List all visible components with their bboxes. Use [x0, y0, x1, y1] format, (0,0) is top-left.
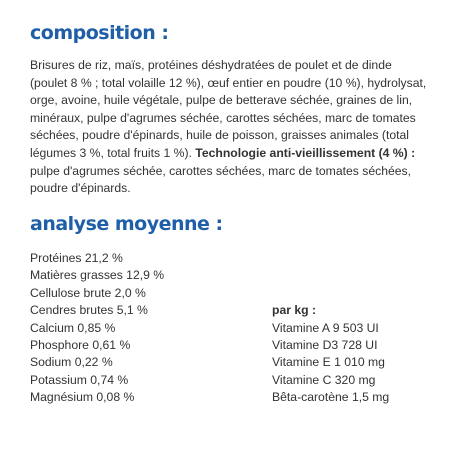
composition-heading: composition :	[30, 22, 169, 44]
composition-line	[30, 145, 435, 163]
constituent-item: Sodium 0,22 %	[30, 355, 113, 370]
anti-aging-technology-label: Technologie anti-vieillissement (4 %) :	[195, 145, 416, 160]
composition-line-part: légumes 3 %, total fruits 1 %).	[30, 145, 196, 160]
constituent-item: Potassium 0,74 %	[30, 372, 129, 387]
constituent-item: Cendres brutes 5,1 %	[30, 303, 148, 318]
vitamin-item: Bêta-carotène 1,5 mg	[272, 390, 390, 405]
vitamin-item: Vitamine E 1 010 mg	[272, 355, 385, 370]
composition-text	[30, 57, 435, 198]
vitamin-item: Vitamine C 320 mg	[272, 372, 376, 387]
analytical-constituents-list	[30, 250, 164, 407]
composition-line: (poulet 8 % ; total volaille 12 %), œuf entier en poudre (10 %), hydrolysat,	[30, 75, 427, 90]
constituent-item: Cellulose brute 2,0 %	[30, 285, 146, 300]
composition-line: pulpe d'agrumes séchée, carottes séchées, marc de tomates séchées,	[30, 163, 412, 178]
composition-line: orge, avoine, huile végétale, pulpe de betterave séchée, graines de lin,	[30, 93, 413, 108]
vitamin-item: Vitamine A 9 503 UI	[272, 320, 379, 335]
per-kg-additives-list	[272, 250, 389, 407]
vitamin-item: Vitamine D3 728 UI	[272, 337, 378, 352]
per-kg-label: par kg :	[272, 303, 317, 318]
constituent-item: Protéines 21,2 %	[30, 251, 123, 265]
constituent-item: Matières grasses 12,9 %	[30, 268, 165, 283]
constituent-item: Magnésium 0,08 %	[30, 390, 135, 405]
constituent-item: Calcium 0,85 %	[30, 320, 116, 335]
composition-line: séchées, poudre d'épinards, huile de poisson, graisses animales (total	[30, 128, 410, 143]
composition-line: minéraux, pulpe d'agrumes séchée, carottes séchées, marc de tomates	[30, 110, 416, 125]
constituent-item: Phosphore 0,61 %	[30, 337, 131, 352]
composition-line: Brisures de riz, maïs, protéines déshydratées de poulet et de dinde	[30, 58, 392, 72]
analyse-heading: analyse moyenne :	[30, 213, 223, 235]
composition-line: poudre d'épinards.	[30, 181, 131, 196]
